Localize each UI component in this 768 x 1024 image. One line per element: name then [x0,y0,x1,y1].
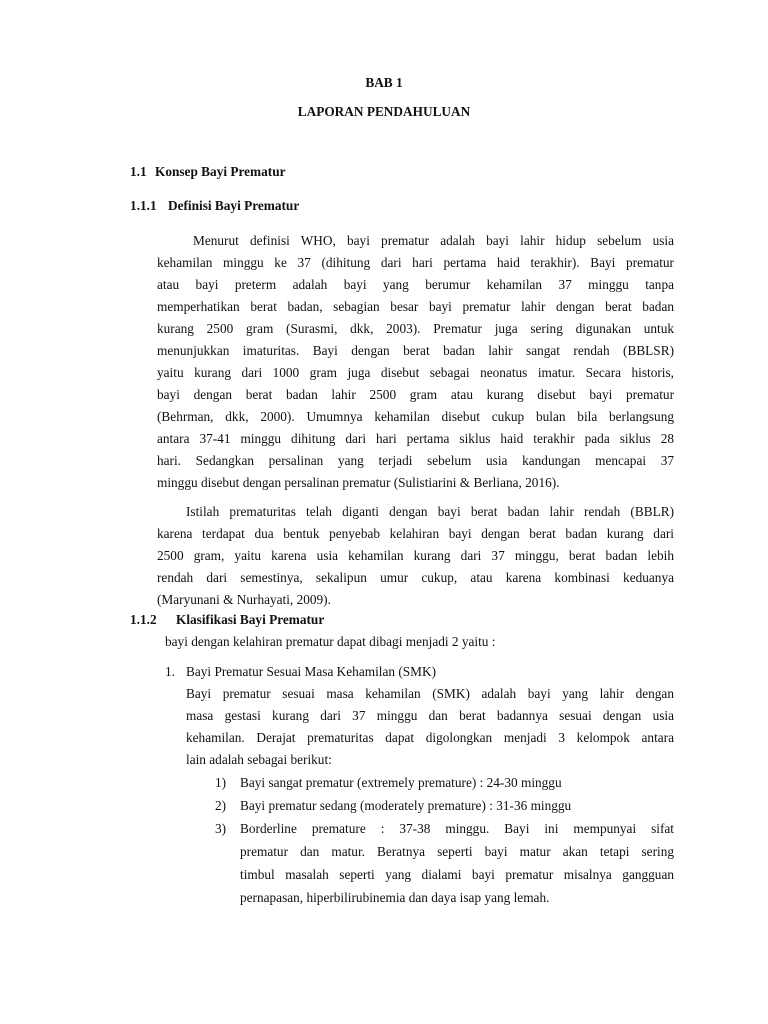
paragraph-line: (Behrman, dkk, 2000). Umumnya kehamilan disebut cukup bulan bila berlangsung [157,409,674,424]
sub-item-number: 3) [215,821,227,836]
paragraph-line: karena terdapat dua bentuk penyebab kelahiran bayi dengan berat badan kurang dari [157,526,674,541]
paragraph-line: antara 37-41 minggu dihitung dari hari pertama siklus haid terakhir pada siklus 28 [157,431,674,446]
paragraph-line: memperhatikan berat badan, sebagian besar bayi prematur lahir dengan berat badan [157,299,674,314]
paragraph-line: menunjukkan imaturitas. Bayi dengan berat badan lahir sangat rendah (BBLSR) [157,343,674,358]
sub-item-number: 1) [215,775,227,790]
sub-item-line: prematur dan matur. Beratnya seperti bayi matur akan tetapi sering [240,844,674,859]
list-item-line: Bayi prematur sesuai masa kehamilan (SMK) adalah bayi yang lahir dengan [186,686,674,701]
section-1-1-1-number: 1.1.1 [130,198,157,213]
paragraph-line: bayi dengan berat badan lahir 2500 gram atau kurang disebut bayi prematur [157,387,674,402]
sub-item-line: timbul masalah seperti yang dialami bayi prematur misalnya gangguan [240,867,674,882]
list-item-title: Bayi Prematur Sesuai Masa Kehamilan (SMK) [186,664,437,679]
list-item-line: masa gestasi kurang dari 37 minggu dan berat badannya sesuai dengan usia [186,708,674,723]
paragraph-line: kurang 2500 gram (Surasmi, dkk, 2003). Prematur juga sering digunakan untuk [157,321,674,336]
section-1-1-2-title: Klasifikasi Bayi Prematur [176,612,325,627]
section-1-1-number: 1.1 [130,164,147,179]
document-title: LAPORAN PENDAHULUAN [297,104,471,119]
sub-item-line: Bayi sangat prematur (extremely premature) : 24-30 minggu [240,775,562,790]
paragraph-line: atau bayi preterm adalah bayi yang berumur kehamilan 37 minggu tanpa [157,277,674,292]
paragraph-line: 2500 gram, yaitu karena usia kehamilan kurang dari 37 minggu, berat badan lebih [157,548,674,563]
list-item-line: lain adalah sebagai berikut: [186,752,332,767]
paragraph-line: kehamilan minggu ke 37 (dihitung dari hari pertama haid terakhir). Bayi prematur [157,255,674,270]
section-1-1-1-title: Definisi Bayi Prematur [168,198,300,213]
list-item-line: kehamilan. Derajat prematuritas dapat digolongkan menjadi 3 kelompok antara [186,730,674,745]
list-item-number: 1. [165,664,175,679]
classification-intro: bayi dengan kelahiran prematur dapat dibagi menjadi 2 yaitu : [165,634,496,649]
sub-item-number: 2) [215,798,227,813]
sub-item-line: pernapasan, hiperbilirubinemia dan daya isap yang lemah. [240,890,550,905]
sub-item-line: Bayi prematur sedang (moderately premature) : 31-36 minggu [240,798,572,813]
paragraph-line: Istilah prematuritas telah diganti dengan bayi berat badan lahir rendah (BBLR) [186,504,674,519]
sub-item-line: Borderline premature : 37-38 minggu. Bayi ini mempunyai sifat [240,821,674,836]
paragraph-line: rendah dari semestinya, sekalipun umur cukup, atau karena kombinasi keduanya [157,570,674,585]
paragraph-line: Menurut definisi WHO, bayi prematur adalah bayi lahir hidup sebelum usia [193,233,674,248]
section-1-1-title: Konsep Bayi Prematur [155,164,286,179]
paragraph-line: hari. Sedangkan persalinan yang terjadi sebelum usia kandungan mencapai 37 [157,453,674,468]
paragraph-line: (Maryunani & Nurhayati, 2009). [157,592,331,607]
paragraph-line: minggu disebut dengan persalinan prematur (Sulistiarini & Berliana, 2016). [157,475,560,490]
chapter-heading: BAB 1 [365,75,403,90]
section-1-1-2-number: 1.1.2 [130,612,157,627]
paragraph-line: yaitu kurang dari 1000 gram juga disebut sebagai neonatus imatur. Secara historis, [157,365,674,380]
